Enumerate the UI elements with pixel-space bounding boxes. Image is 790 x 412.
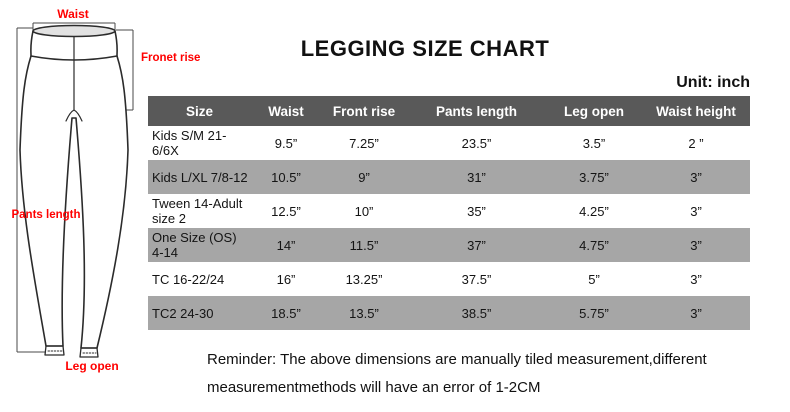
table-row [148,160,750,194]
col-header-front-rise: Front rise [321,96,407,126]
leg-open-value: 4.75” [546,228,642,262]
waist-value: 18.5” [251,296,321,330]
pants-length-value: 31” [407,160,546,194]
page-title: LEGGING SIZE CHART [300,36,550,61]
waist-value: 9.5” [274,135,298,151]
size-value: Tween 14-Adult size 2 [152,196,243,226]
front-rise-value: 7.25” [349,135,379,151]
waist-value: 16” [276,271,296,287]
col-header-size: Size [148,96,251,126]
leggings-outline [20,26,128,358]
waist-label: Waist [57,7,89,21]
unit-label: Unit: inch [676,74,750,91]
waist-height-value: 3” [642,228,750,262]
col-header-leg-open: Leg open [546,96,642,126]
col-header-pants-length: Pants length [407,96,546,126]
table-row [148,126,750,160]
pants-length-value: 35” [467,203,486,219]
size-value: One Size (OS) 4-14 [148,228,251,262]
leg-open-label: Leg open [65,359,119,373]
reminder-line-2: measurementmethods will have an error of 1-2CM [207,379,541,396]
front-rise-label: Fronet rise [141,52,200,64]
pants-length-value: 37” [407,228,546,262]
waist-height-value: 3” [690,203,702,219]
table-row [148,296,750,330]
waist-height-value: 2 ” [688,135,704,151]
waist-height-value: 3” [642,296,750,330]
pants-length-label: Pants length [11,209,81,221]
pants-length-value: 23.5” [461,135,492,151]
leg-open-value: 4.25” [579,203,609,219]
leg-open-value: 3.75” [546,160,642,194]
table-row [148,228,750,262]
waist-height-value: 3” [690,271,702,287]
col-header-waist-height: Waist height [642,96,750,126]
front-rise-value: 10” [354,203,374,219]
pants-length-value: 37.5” [461,271,492,287]
waist-value: 12.5” [271,203,301,219]
size-value: Kids S/M 21-6/6X [152,128,227,158]
leg-open-value: 5” [588,271,600,287]
col-header-waist: Waist [251,96,321,126]
front-rise-value: 13.25” [345,271,383,287]
size-table [148,96,750,330]
size-value: TC2 24-30 [148,296,251,330]
size-value: TC 16-22/24 [152,271,225,287]
reminder-note [207,346,707,402]
front-rise-value: 13.5” [321,296,407,330]
waist-height-value: 3” [642,160,750,194]
waist-value: 10.5” [251,160,321,194]
table-header-row [148,96,750,126]
front-rise-value: 11.5” [321,228,407,262]
leg-open-value: 5.75” [546,296,642,330]
pants-length-value: 38.5” [407,296,546,330]
table-row [148,194,750,228]
table-row [148,262,750,296]
reminder-line-1: Reminder: The above dimensions are manually tiled measurement,different [207,351,707,368]
front-rise-value: 9” [321,160,407,194]
leg-open-value: 3.5” [582,135,606,151]
waist-value: 14” [251,228,321,262]
size-value: Kids L/XL 7/8-12 [148,160,251,194]
